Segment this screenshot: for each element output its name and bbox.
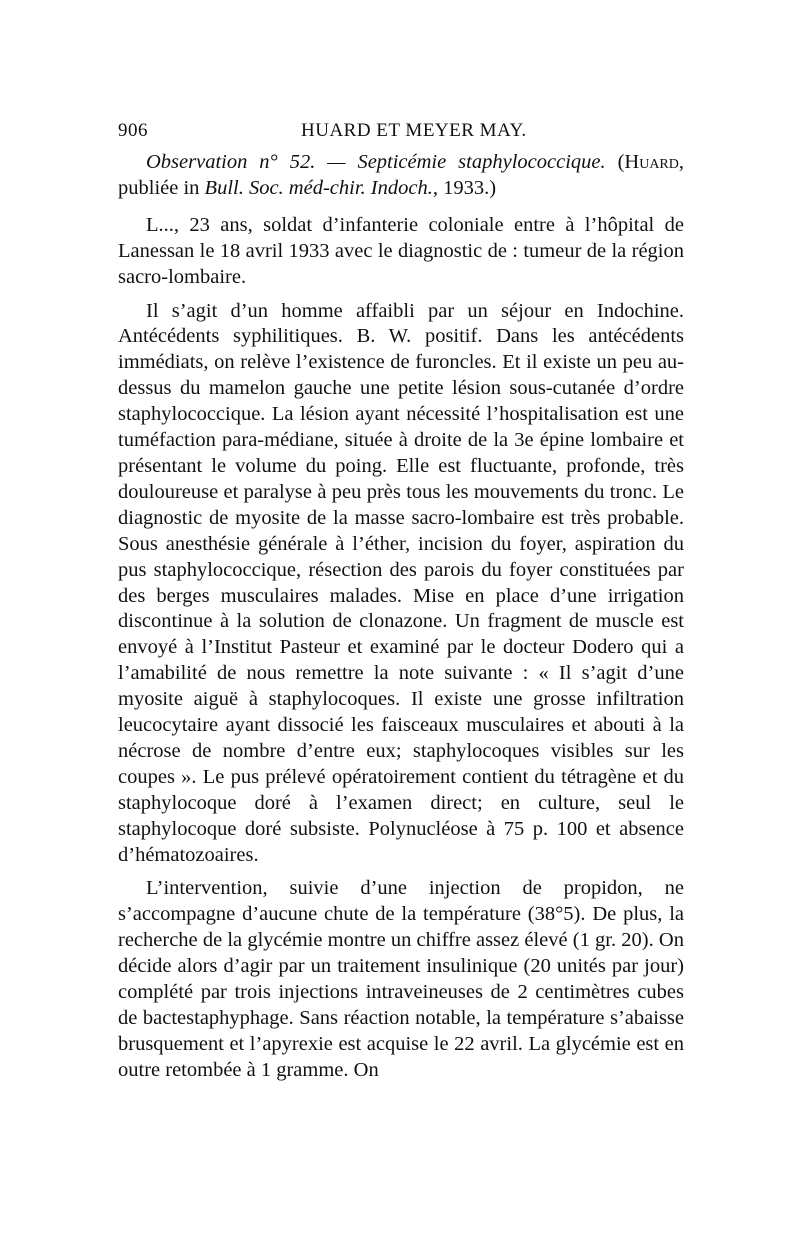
paragraph-3: L’intervention, suivie d’une injection de propidon, ne s’accompagne d’aucune chute de la température (38°5). De plus, la recherche de la glycémie montre un chiffre assez élevé (1 gr. 20). On décide alors d’agir par un traitement insulinique (20 unités par jour) complété par trois injections intraveineuses de 2 centimètres cubes de bactestaphyphage. Sans réaction notable, la température s’abaisse brusquement et l’apyrexie est acquise le 22 avril. La glycémie est en outre retombée à 1 gramme. On [118, 877, 684, 1081]
observation-label: Observation n° 52. — Septicémie staphylococcique. [146, 151, 606, 173]
page-header [118, 120, 684, 146]
observation-author: Huard [624, 151, 679, 173]
observation-title: Observation n° 52. — Septicémie staphylococcique. (Huard, publiée in Bull. Soc. méd-chir. Indoch., 1933.) [118, 151, 685, 199]
published-in: publiée in [118, 176, 200, 199]
journal-name: Bull. Soc. méd-chir. Indoch., [204, 176, 438, 199]
paragraph-1: L..., 23 ans, soldat d’infanterie coloniale entre à l’hôpital de Lanessan le 18 avril 1933 avec le diagnostic de : tumeur de la région sacro-lombaire. [118, 213, 684, 288]
running-title: HUARD ET MEYER MAY. [301, 120, 527, 141]
publication-year: 1933.) [443, 176, 497, 199]
page-number: 906 [118, 120, 148, 141]
page-body [118, 150, 684, 1092]
paragraph-2: Il s’agit d’un homme affaibli par un séjour en Indochine. Antécédents syphilitiques. B. W. positif. Dans les antécédents immédiats, on relève l’existence de furoncles. Et il existe un peu au-dessus du mamelon gauche une petite lésion sous-cutanée d’ordre staphylococcique. La lésion ayant nécessité l’hospitalisation est une tuméfaction para-médiane, située à droite de la 3e épine lombaire et présentant le volume du poing. Elle est fluctuante, profonde, très douloureuse et paralyse à peu près tous les mouvements du tronc. Le diagnostic de myosite de la masse sacro-lombaire est très probable. Sous anesthésie générale à l’éther, incision du foyer, aspiration du pus staphylococcique, résection des parois du foyer constituées par des berges musculaires malades. Mise en place d’une irrigation discontinue à la solution de clonazone. Un fragment de muscle est envoyé à l’Institut Pasteur et examiné par le docteur Dodero qui a l’amabilité de nous remettre la note suivante : « Il s’agit d’une myosite aiguë à staphylocoques. Il existe une grosse infiltration leucocytaire ayant dissocié les faisceaux musculaires et abouti à la nécrose de nombre d’entre eux; staphylocoques visibles sur les coupes ». Le pus prélevé opératoirement contient du tétragène et du staphylocoque doré à l’examen direct; en culture, seul le staphylocoque doré subsiste. Polynucléose à 75 p. 100 et absence d’hématozoaires. [118, 299, 684, 866]
